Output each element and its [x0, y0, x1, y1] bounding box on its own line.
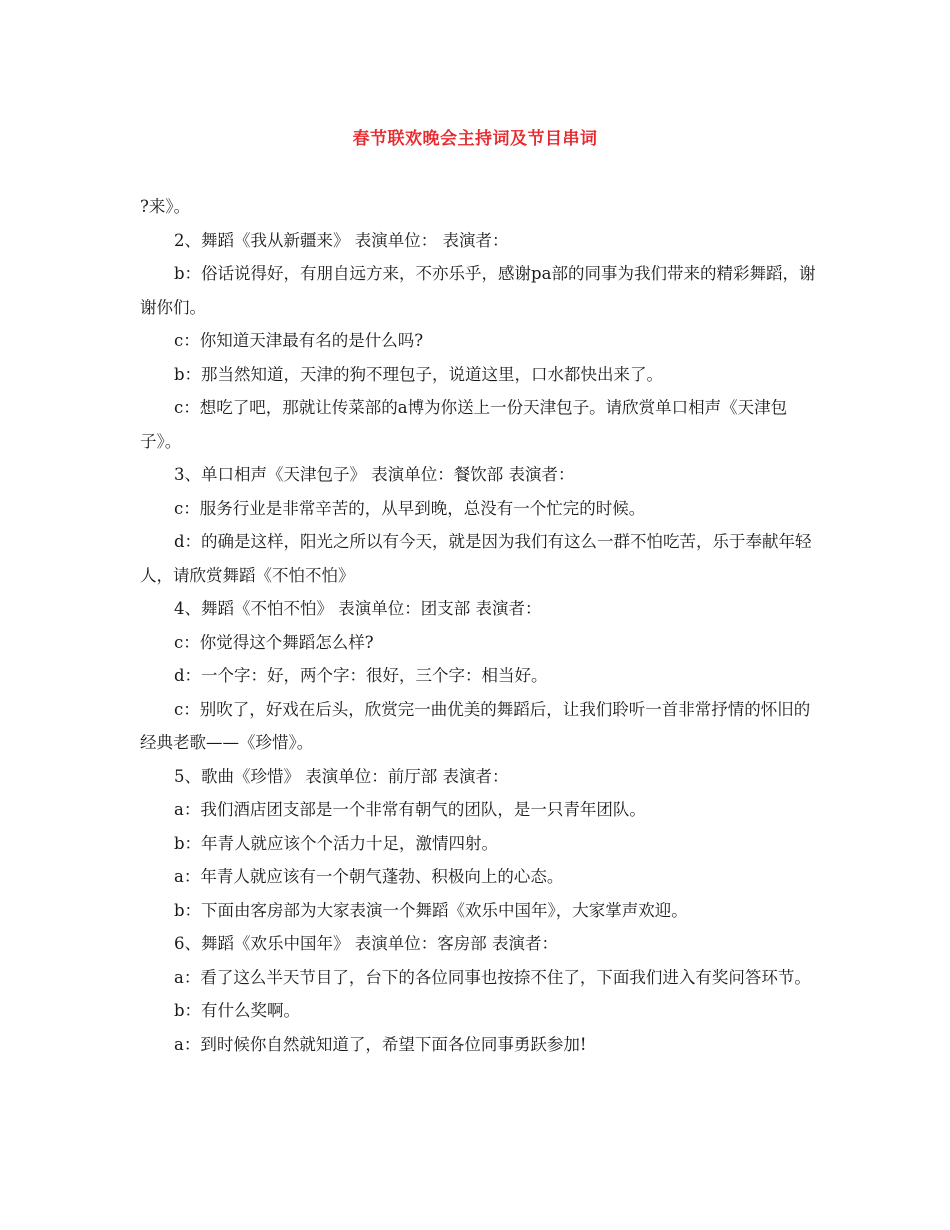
paragraph: c：别吹了，好戏在后头，欣赏完一曲优美的舞蹈后，让我们聆听一首非常抒情的怀旧的经典老歌——《珍惜》。 [140, 699, 811, 752]
paragraph: a：到时候你自然就知道了，希望下面各位同事勇跃参加! [174, 1034, 587, 1054]
paragraph: a：年青人就应该有一个朝气蓬勃、积极向上的心态。 [174, 867, 564, 886]
paragraph: c：你觉得这个舞蹈怎么样? [174, 632, 374, 652]
paragraph: 2、舞蹈《我从新疆来》 表演单位： 表演者： [174, 230, 509, 250]
paragraph: b：那当然知道，天津的狗不理包子，说道这里，口水都快出来了。 [174, 364, 664, 384]
paragraph: ?来》。 [140, 197, 191, 216]
paragraph: 6、舞蹈《欢乐中国年》 表演单位：客房部 表演者： [174, 934, 558, 953]
paragraph: 3、单口相声《天津包子》 表演单位：餐饮部 表演者： [174, 465, 575, 484]
paragraph: b：俗话说得好，有朋自远方来，不亦乐乎，感谢pa部的同事为我们带来的精彩舞蹈，谢谢你们。 [140, 264, 816, 317]
document-body [140, 190, 820, 1061]
paragraph: c：想吃了吧，那就让传菜部的a博为你送上一份天津包子。请欣赏单口相声《天津包子》。 [140, 398, 788, 451]
paragraph: 5、歌曲《珍惜》 表演单位：前厅部 表演者： [174, 766, 509, 786]
paragraph: d：的确是这样，阳光之所以有今天，就是因为我们有这么一群不怕吃苦，乐于奉献年轻人，请欣赏舞蹈《不怕不怕》 [140, 532, 812, 585]
paragraph: a：看了这么半天节目了，台下的各位同事也按捺不住了，下面我们进入有奖问答环节。 [174, 967, 811, 987]
paragraph: c：你知道天津最有名的是什么吗? [174, 331, 424, 350]
paragraph: b：有什么奖啊。 [174, 1001, 301, 1020]
paragraph: c：服务行业是非常辛苦的，从早到晚，总没有一个忙完的时候。 [174, 498, 646, 518]
page-title: 春节联欢晚会主持词及节目串词 [352, 129, 598, 149]
paragraph: 4、舞蹈《不怕不怕》 表演单位：团支部 表演者： [174, 599, 542, 618]
paragraph: b：下面由客房部为大家表演一个舞蹈《欢乐中国年》，大家掌声欢迎。 [174, 900, 688, 920]
paragraph: a：我们酒店团支部是一个非常有朝气的团队，是一只青年团队。 [174, 800, 646, 819]
paragraph: d：一个字：好，两个字：很好，三个字：相当好。 [174, 666, 548, 685]
paragraph: b：年青人就应该个个活力十足，激情四射。 [174, 833, 499, 853]
